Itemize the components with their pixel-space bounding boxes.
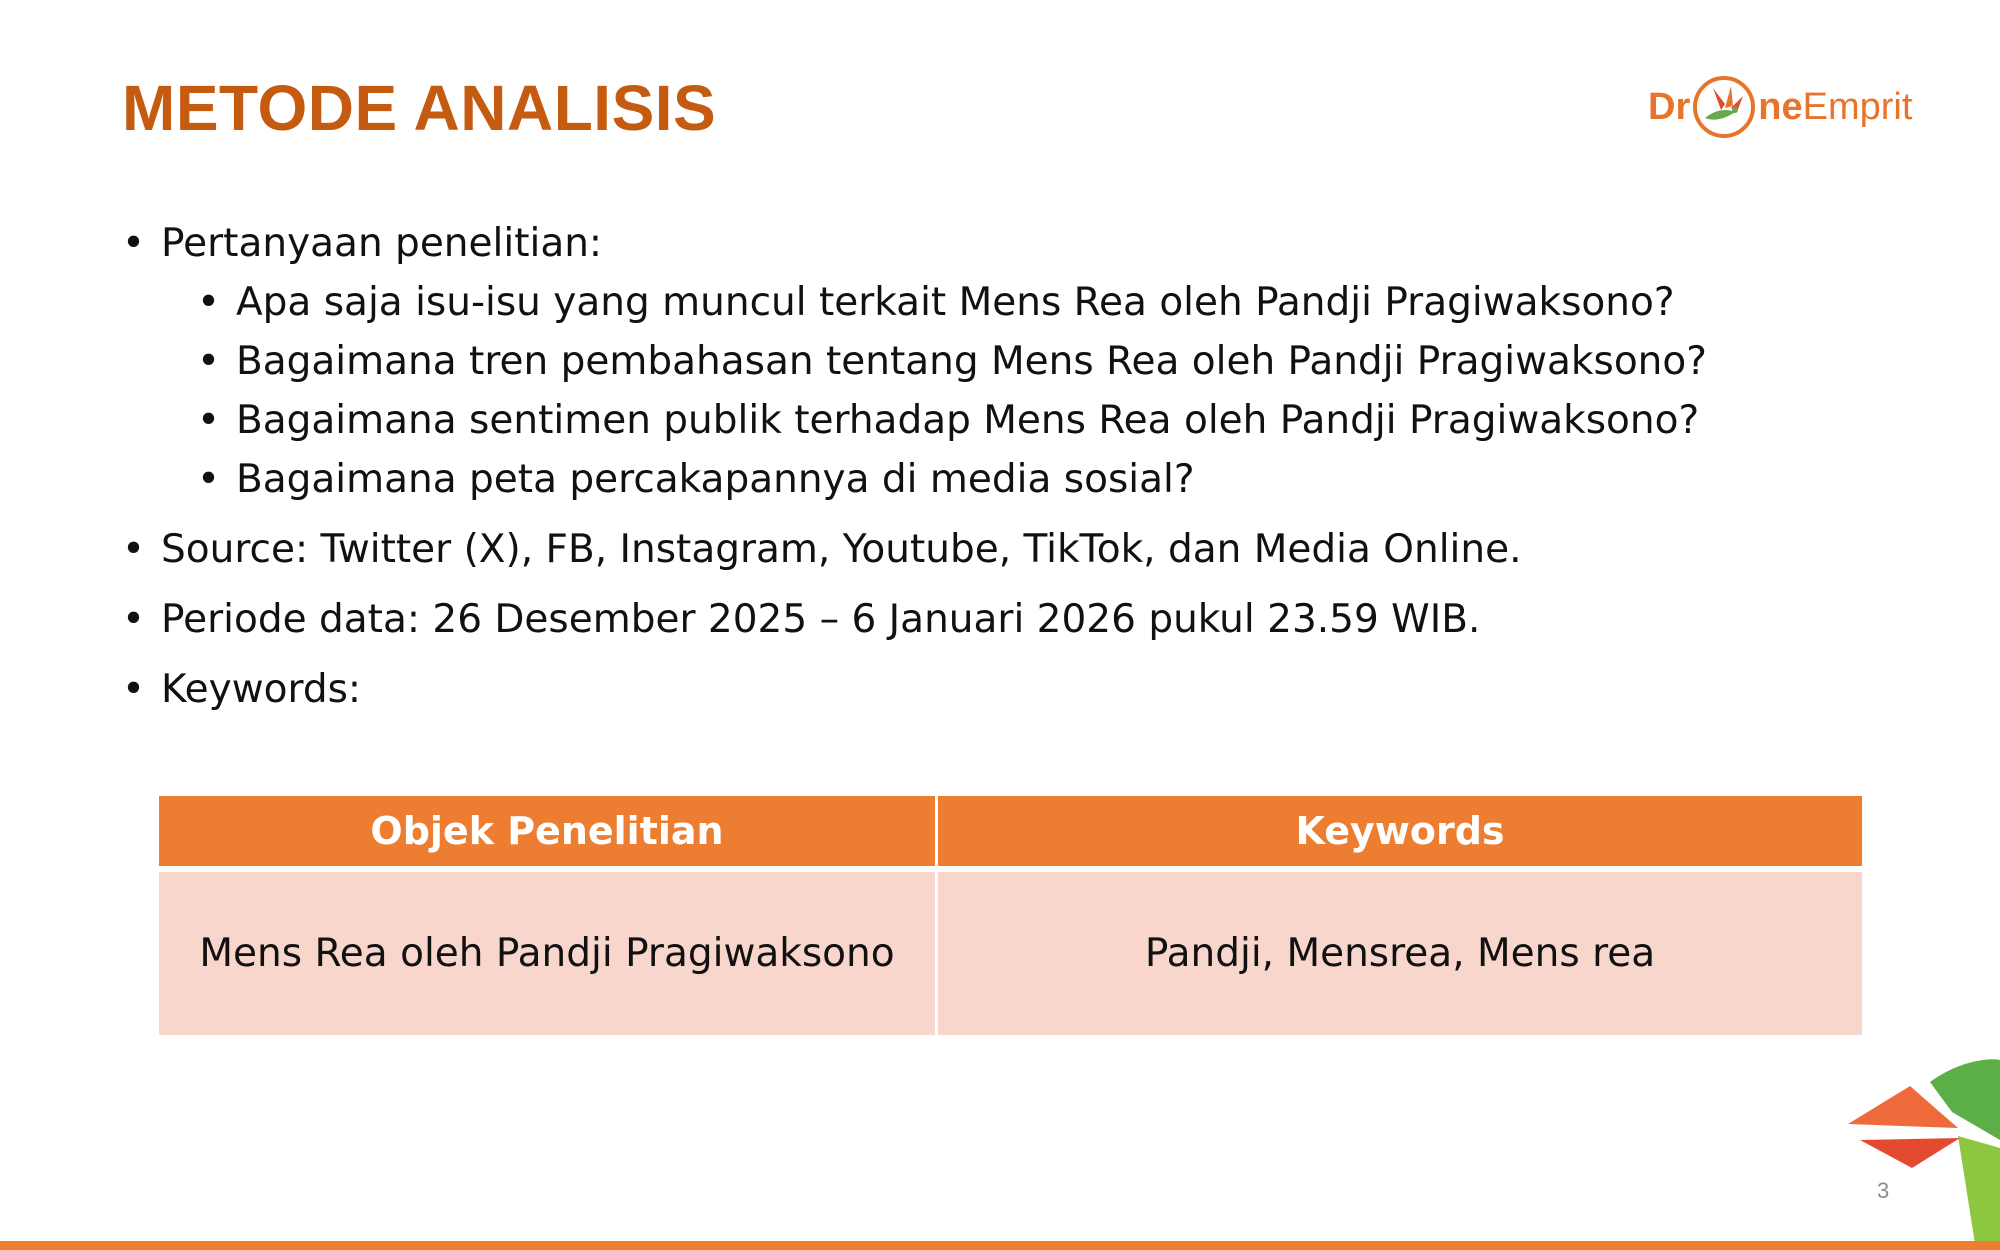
bullet-questions	[122, 214, 1707, 273]
keywords-table	[159, 796, 1862, 1035]
cell-keywords: Pandji, Mensrea, Mens rea	[937, 869, 1863, 1035]
header-objek-penelitian: Objek Penelitian	[159, 796, 937, 869]
bullet-source	[122, 520, 1707, 579]
keywords-label: Keywords:	[161, 667, 362, 712]
corner-decoration	[1840, 1050, 2000, 1250]
bullet-period	[122, 590, 1707, 649]
header-keywords: Keywords	[937, 796, 1863, 869]
question-item: • Bagaimana peta percakapannya di media sosial?	[122, 450, 1707, 509]
question-item: • Apa saja isu-isu yang muncul terkait Mens Rea oleh Pandji Pragiwaksono?	[122, 273, 1707, 332]
page-number: 3	[1877, 1178, 1890, 1203]
slide-title: METODE ANALISIS	[122, 72, 717, 144]
questions-sublist	[122, 273, 1707, 509]
source-text: Source: Twitter (X), FB, Instagram, Youtube, TikTok, dan Media Online.	[161, 527, 1522, 572]
questions-label: Pertanyaan penelitian:	[161, 221, 603, 266]
drone-emprit-logo	[1648, 72, 1912, 142]
logo-text-ne: ne	[1758, 86, 1803, 128]
period-text: Periode data: 26 Desember 2025 – 6 Januari 2026 pukul 23.59 WIB.	[161, 597, 1481, 642]
cell-objek: Mens Rea oleh Pandji Pragiwaksono	[159, 869, 937, 1035]
logo-text-dr: Dr	[1648, 86, 1691, 128]
question-item: • Bagaimana sentimen publik terhadap Mens Rea oleh Pandji Pragiwaksono?	[122, 391, 1707, 450]
table-header-row	[159, 796, 1862, 869]
bullet-list	[122, 214, 1707, 719]
bullet-keywords	[122, 660, 1707, 719]
question-item: • Bagaimana tren pembahasan tentang Mens Rea oleh Pandji Pragiwaksono?	[122, 332, 1707, 391]
table-row	[159, 869, 1862, 1035]
bottom-accent-bar	[0, 1241, 2000, 1250]
logo-text-emprit: Emprit	[1802, 86, 1913, 128]
bird-logo-icon	[1691, 74, 1757, 140]
